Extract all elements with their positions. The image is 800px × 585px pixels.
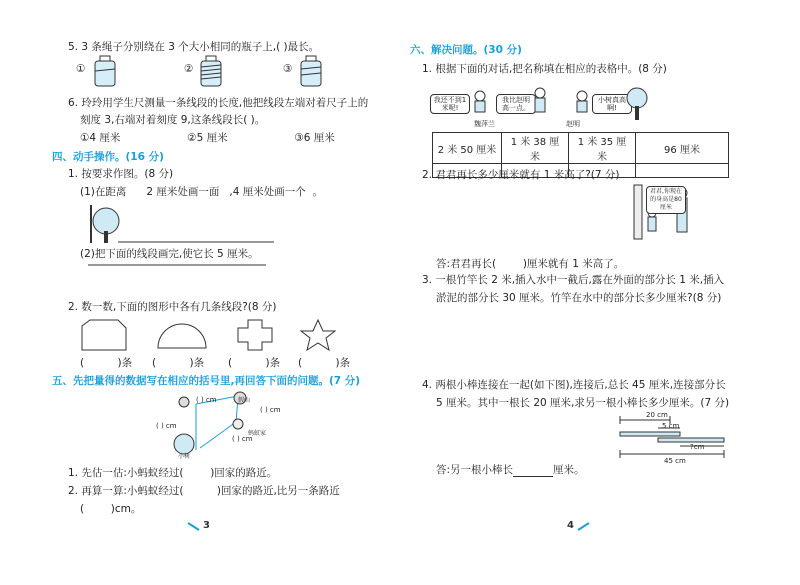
q6-line2: 刻度 3,右端对着刻度 9,这条线段长( )。: [80, 114, 266, 126]
sec6-q3a: 3. 一根竹竿长 2 米,插入水中一截后,露在外面的部分长 1 米,插入: [422, 274, 725, 286]
boy-figure-2-icon: [572, 90, 592, 118]
sec6-q1: 1. 根据下面的对话,把名称填在相应的表格中。(8 分): [422, 63, 667, 75]
sec4-q1b: (2)把下面的线段画完,使它长 5 厘米。: [80, 248, 259, 260]
sec5-q2a: 2. 再算一算:小蚂蚁经过( )回家的路近,比另一条路近: [68, 485, 340, 497]
speech-bubble-3: 小树真高啊!: [592, 94, 632, 114]
ant-home-label: 蚂蚁家: [248, 430, 267, 437]
incomplete-segment: [88, 262, 268, 268]
table-cell: 1 米 38 厘米: [502, 133, 569, 164]
sec6-q4a: 4. 两根小棒连接在一起(如下图),连接后,总长 45 厘米,连接部分长: [422, 379, 726, 391]
dim-label-45: 45 cm: [664, 457, 686, 465]
shapes-row: [78, 318, 368, 354]
q6-line1: 6. 玲玲用学生尺测量一条线段的长度,他把线段左端对着尺子上的: [68, 97, 369, 109]
q5-option-1: ①: [76, 63, 86, 75]
dim-label-20: 20 cm: [646, 411, 668, 419]
tree-icon: [626, 86, 648, 122]
answer-blank[interactable]: [513, 466, 553, 477]
girl-figure-icon: [470, 90, 490, 118]
count-answer-2: ( )条: [152, 357, 205, 369]
page-number-left: 3: [203, 520, 210, 531]
sec4-q1: 1. 按要求作图。(8 分): [68, 168, 174, 180]
bottle-3-icon: [298, 55, 324, 87]
pencil-icon: [187, 521, 201, 531]
q5-text: 5. 3 条绳子分别绕在 3 个大小相同的瓶子上,( )最长。: [68, 41, 320, 53]
page-number-right: 4: [567, 520, 574, 531]
section-4-title: 四、动手操作。(16 分): [52, 151, 164, 163]
table-row: [433, 133, 729, 164]
sec6-ans2: 答:君君再长( )厘米就有 1 米高了。: [436, 258, 625, 270]
tree-label: 小树: [178, 453, 191, 460]
table-cell: 1 米 35 厘米: [569, 133, 636, 164]
sec5-q1: 1. 先估一估:小蚂蚁经过( )回家的路近。: [68, 467, 278, 479]
cm-label-3: ( ) cm: [156, 422, 177, 430]
q5-option-3: ③: [283, 63, 293, 75]
sec6-ans4: [436, 463, 585, 477]
cm-label-1: ( ) cm: [196, 396, 217, 404]
q5-option-2: ②: [184, 63, 194, 75]
count-answer-3: ( )条: [228, 357, 281, 369]
speech-bubble-2: 我比赵明高一点。: [496, 94, 536, 114]
bottle-1-icon: [92, 55, 118, 87]
sec6-q2: 2. 君君再长多少厘米就有 1 米高了?(7 分): [422, 169, 620, 181]
bottle-2-icon: [198, 55, 224, 87]
sec4-q1a: (1)在距离 2 厘米处画一面 ,4 厘米处画一个 。: [80, 186, 323, 198]
sec6-q4b: 5 厘米。其中一根长 20 厘米,求另一根小棒长多少厘米。(7 分): [436, 397, 730, 409]
sec6-q3b: 淤泥的部分长 30 厘米。竹竿在水中的部分长多少厘米?(8 分): [436, 292, 722, 304]
speech-bubble-4: 君君,你现在的身高是80厘米: [646, 186, 686, 214]
name-label-1: 魏萍兰: [474, 120, 495, 128]
count-answer-4: ( )条: [298, 357, 351, 369]
ans4-unit: 厘米。: [553, 464, 585, 476]
dim-label-unknown: ?cm: [690, 443, 705, 451]
sec4-q2: 2. 数一数,下面的图形中各有几条线段?(8 分): [68, 301, 277, 313]
boy-figure-icon: [530, 87, 550, 121]
cm-label-2: ( ) cm: [260, 406, 281, 414]
table-cell: 96 厘米: [636, 133, 729, 164]
name-label-2: 赵明: [566, 120, 580, 128]
section-6-title: 六、解决问题。(30 分): [410, 44, 522, 56]
table-cell: 2 米 50 厘米: [433, 133, 502, 164]
pencil-icon: [577, 521, 591, 531]
count-answer-1: ( )条: [80, 357, 133, 369]
section-5-title: 五、先把量得的数据写在相应的括号里,再回答下面的问题。(7 分): [52, 375, 361, 387]
sec5-q2b: ( )cm。: [80, 503, 142, 515]
cm-label-4: ( ) cm: [232, 435, 253, 443]
mountain-label: 假山: [238, 397, 251, 404]
ans4-prefix: 答:另一根小棒长: [436, 464, 514, 476]
tree-and-line-drawing: [84, 203, 279, 245]
q6-options: ①4 厘米 ②5 厘米 ③6 厘米: [80, 132, 335, 144]
table-cell-empty[interactable]: [636, 164, 729, 178]
dim-label-5: 5 cm: [662, 422, 680, 430]
speech-bubble-1: 我还不到1米呢!: [430, 94, 470, 114]
